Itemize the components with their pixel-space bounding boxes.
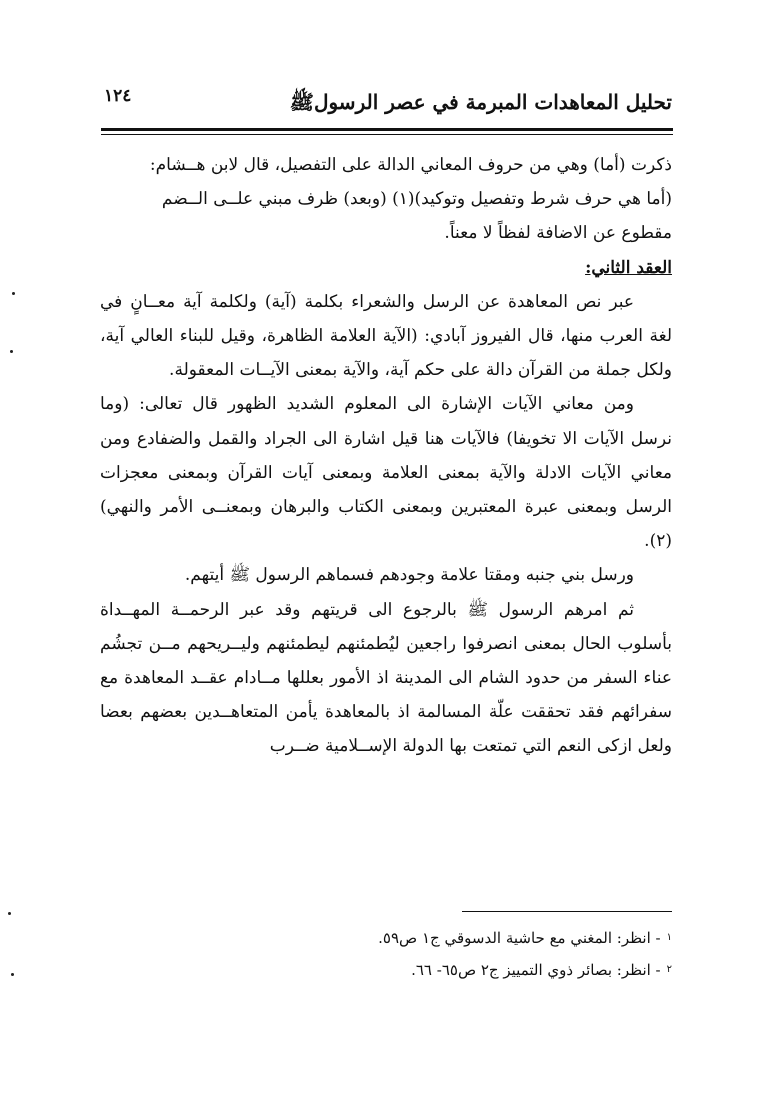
header-rule-thick xyxy=(101,128,673,131)
body-text xyxy=(100,148,672,764)
header-rule-thin xyxy=(101,134,673,135)
paragraph: عبر نص المعاهدة عن الرسل والشعراء بكلمة (آية) ولكلمة آية معــانٍ في لغة العرب منها، قال الفيروز آبادي: (الآية العلامة الظاهرة، وقيل للبناء العالي آية، ولكل جملة من القرآن دالة على حكم آية، والآية بمعنى الآيــات المعقولة. xyxy=(100,291,672,381)
scan-speck xyxy=(11,973,14,976)
paragraph-line: ذكرت (أما) وهي من حروف المعاني الدالة على التفصيل، قال لابن هــشام: xyxy=(149,155,672,175)
footnote-number: ٢ xyxy=(666,964,672,975)
page-number: ١٢٤ xyxy=(104,86,132,106)
footnote-item xyxy=(280,922,672,954)
scan-speck xyxy=(8,912,11,915)
footnote-text: - انظر: بصائر ذوي التمييز ج٢ ص٦٥- ٦٦. xyxy=(411,961,661,979)
paragraph-line: مقطوع عن الاضافة لفظاً لا معناً. xyxy=(444,223,672,244)
page-header xyxy=(100,86,672,126)
footnote-separator xyxy=(462,911,672,912)
footnote-item xyxy=(280,954,672,986)
paragraph: ومن معاني الآيات الإشارة الى المعلوم الشديد الظهور قال تعالى: (وما نرسل الآيات الا تخويفا) فالآيات هنا قيل اشارة الى الجراد والقمل والضفادع ومن معاني الآيات الادلة والآية بمعنى العلامة وبمعنى آيات القرآن وبمعنى معجزات الرسل وبمعنى عبرة المعتبرين وبمعنى الكتاب والبرهان وبمعنــى الأمر والنهي)(٢). xyxy=(100,394,672,552)
scan-speck xyxy=(10,350,13,353)
footnote-text: - انظر: المغني مع حاشية الدسوقي ج١ ص٥٩. xyxy=(378,929,661,947)
scan-speck xyxy=(12,292,15,295)
section-heading: العقد الثاني: xyxy=(585,257,672,278)
footnote-number: ١ xyxy=(666,932,672,943)
paragraph: ثم امرهم الرسول ﷺ بالرجوع الى قريتهم وقد عبر الرحمــة المهــداة بأسلوب الحال بمعنى انصرفوا راجعين ليُطمئنهم ليطمئنهم وليــريحهم مــن تجشُم عناء السفر من حدود الشام الى المدينة اذ الأمور بعللها مــادام عقــد المعاهدة مع سفرائهم فقد تحققت علّة المسالمة اذ بالمعاهدة يأمن المتعاهــدين بعضهم بعضا ولعل ازكى النعم التي تمتعت بها الدولة الإســلامية ضــرب xyxy=(100,599,672,757)
running-title: تحليل المعاهدات المبرمة في عصر الرسولﷺ xyxy=(289,90,672,114)
paragraph: ورسل بني جنبه ومقتا علامة وجودهم فسماهم الرسول ﷺ أيتهم. xyxy=(184,565,634,586)
paragraph-line: (أما هي حرف شرط وتفصيل وتوكيد)(١) (وبعد) ظرف مبني علــى الــضم xyxy=(161,189,672,210)
footnotes xyxy=(280,922,672,986)
